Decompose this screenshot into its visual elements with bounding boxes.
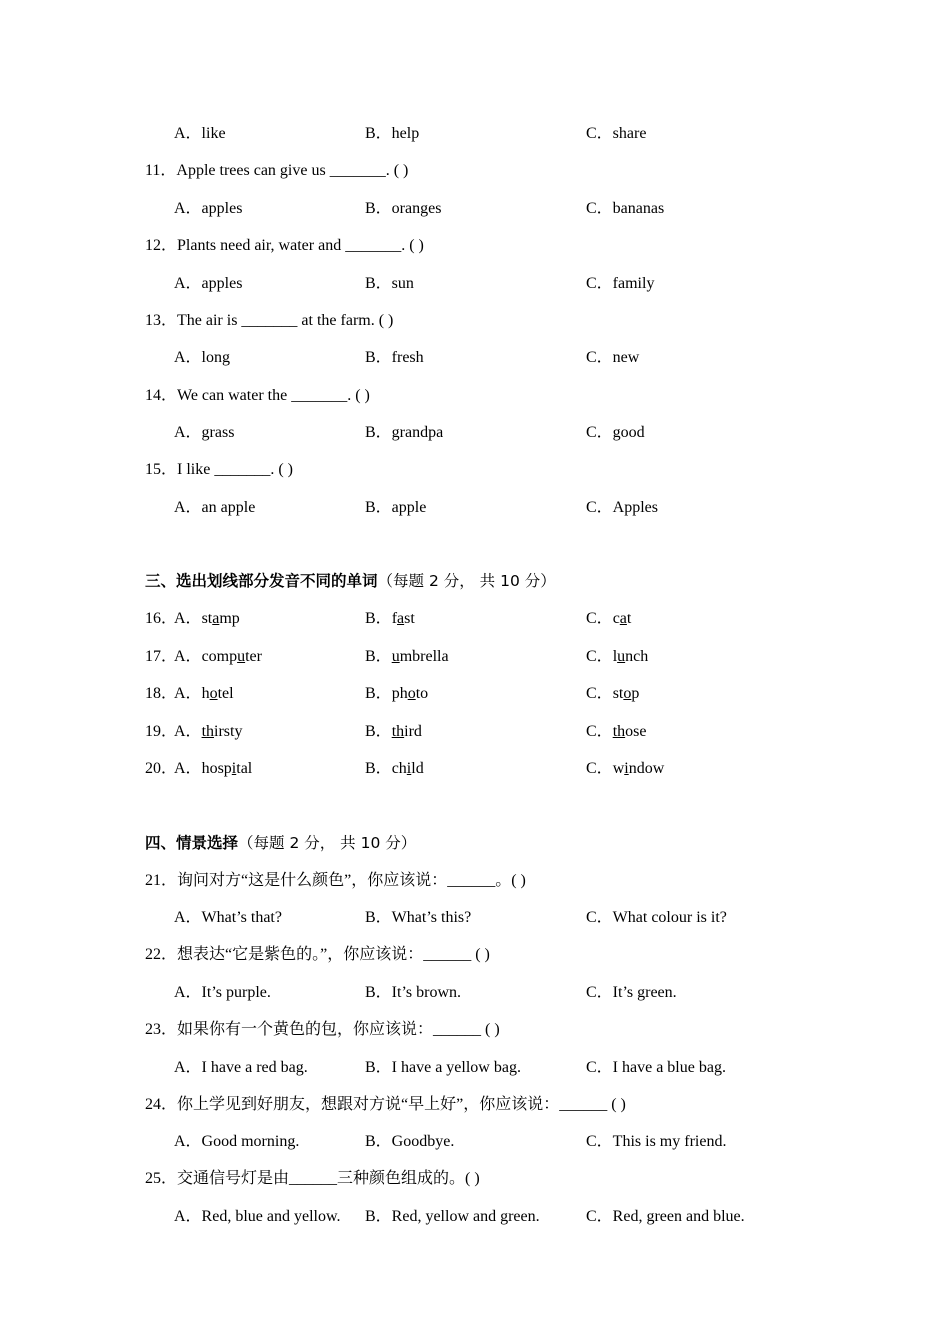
phonics-row	[0, 607, 950, 631]
q21-stem-line	[0, 869, 950, 893]
q12-options	[0, 272, 950, 296]
q22-option-b: B．It’s brown.	[365, 984, 462, 1001]
underlined-letters: o	[209, 685, 218, 702]
question-number: 16．	[145, 610, 178, 627]
q13-option-a: A．long	[174, 349, 231, 366]
section4-score: （每题 2 分， 共 10 分）	[238, 834, 417, 852]
phonics-option-c: C．lunch	[586, 648, 649, 665]
underlined-letters: u	[391, 648, 400, 665]
q13-option-b: B．fresh	[365, 349, 424, 366]
q13-options	[0, 346, 950, 370]
q11-stem-line	[0, 159, 950, 183]
phonics-row	[0, 757, 950, 781]
q14-stem-line	[0, 384, 950, 408]
phonics-option-a: A．hospital	[174, 760, 253, 777]
underlined-letters: i	[231, 760, 237, 777]
q14-option-b: B．grandpa	[365, 424, 444, 441]
phonics-row	[0, 682, 950, 706]
q11-option-a: A．apples	[174, 200, 243, 217]
q10-option-b: B．help	[365, 125, 420, 142]
phonics-option-a: A．thirsty	[174, 723, 243, 740]
q21-stem: 21．询问对方“这是什么颜色”，你应该说：______。( )	[145, 872, 526, 889]
q15-options	[0, 496, 950, 520]
question-number: 18．	[145, 685, 178, 702]
underlined-letters: u	[237, 648, 246, 665]
question-number: 19．	[145, 723, 178, 740]
q13-option-c: C．new	[586, 349, 640, 366]
q11-stem: 11．Apple trees can give us _______. ( )	[145, 162, 409, 179]
q14-stem: 14．We can water the _______. ( )	[145, 387, 370, 404]
underlined-letters: o	[623, 685, 632, 702]
q24-option-a: A．Good morning.	[174, 1133, 300, 1150]
question-number: 17．	[145, 648, 178, 665]
q10-option-a: A．like	[174, 125, 226, 142]
phonics-option-c: C．window	[586, 760, 665, 777]
underlined-letters: u	[617, 648, 626, 665]
q14-option-a: A．grass	[174, 424, 235, 441]
phonics-option-b: B．third	[365, 723, 422, 740]
underlined-letters: o	[407, 685, 416, 702]
q12-option-a: A．apples	[174, 275, 243, 292]
q22-stem: 22．想表达“它是紫色的。”，你应该说：______ ( )	[145, 946, 490, 963]
section4-title: 四、情景选择	[145, 834, 239, 852]
q23-options	[0, 1056, 950, 1080]
q24-option-b: B．Goodbye.	[365, 1133, 455, 1150]
q15-stem-line	[0, 458, 950, 482]
q25-stem-line	[0, 1167, 950, 1191]
q11-option-c: C．bananas	[586, 200, 665, 217]
phonics-option-b: B．umbrella	[365, 648, 449, 665]
q23-stem: 23．如果你有一个黄色的包，你应该说：______ ( )	[145, 1021, 500, 1038]
q25-options	[0, 1205, 950, 1229]
q23-option-a: A．I have a red bag.	[174, 1059, 308, 1076]
underlined-letters: a	[619, 610, 627, 627]
q21-option-a: A．What’s that?	[174, 909, 282, 926]
q22-options	[0, 981, 950, 1005]
phonics-option-c: C．those	[586, 723, 647, 740]
underlined-letters: a	[212, 610, 220, 627]
q22-option-a: A．It’s purple.	[174, 984, 271, 1001]
phonics-row	[0, 645, 950, 669]
q15-option-a: A．an apple	[174, 499, 256, 516]
phonics-option-b: B．photo	[365, 685, 429, 702]
section3-title: 三、选出划线部分发音不同的单词	[145, 572, 378, 590]
q12-stem: 12．Plants need air, water and _______. ( )	[145, 237, 424, 254]
section3-heading	[0, 569, 950, 593]
q15-option-b: B．apple	[365, 499, 427, 516]
q13-stem: 13．The air is _______ at the farm. ( )	[145, 312, 394, 329]
q21-options	[0, 906, 950, 930]
q12-option-b: B．sun	[365, 275, 414, 292]
q10-option-c: C．share	[586, 125, 647, 142]
q14-options	[0, 421, 950, 445]
q25-option-c: C．Red, green and blue.	[586, 1208, 745, 1225]
q21-option-b: B．What’s this?	[365, 909, 472, 926]
q23-option-b: B．I have a yellow bag.	[365, 1059, 521, 1076]
q24-stem-line	[0, 1093, 950, 1117]
section3-score: （每题 2 分， 共 10 分）	[377, 572, 556, 590]
phonics-option-a: A．hotel	[174, 685, 234, 702]
phonics-row	[0, 720, 950, 744]
section4-title-wrap	[145, 831, 416, 855]
q23-option-c: C．I have a blue bag.	[586, 1059, 726, 1076]
phonics-option-c: C．cat	[586, 610, 632, 627]
q23-stem-line	[0, 1018, 950, 1042]
underlined-letters: i	[406, 760, 412, 777]
q12-option-c: C．family	[586, 275, 655, 292]
phonics-option-b: B．child	[365, 760, 424, 777]
underlined-letters: a	[397, 610, 405, 627]
underlined-letters: th	[201, 723, 215, 740]
q22-stem-line	[0, 943, 950, 967]
phonics-option-c: C．stop	[586, 685, 640, 702]
q15-stem: 15．I like _______. ( )	[145, 461, 293, 478]
underlined-letters: th	[391, 723, 405, 740]
q25-option-a: A．Red, blue and yellow.	[174, 1208, 341, 1225]
section3-title-wrap	[145, 569, 556, 593]
q21-option-c: C．What colour is it?	[586, 909, 727, 926]
phonics-option-a: A．stamp	[174, 610, 240, 627]
underlined-letters: th	[612, 723, 626, 740]
q14-option-c: C．good	[586, 424, 645, 441]
q11-options	[0, 197, 950, 221]
q25-stem: 25．交通信号灯是由______三种颜色组成的。( )	[145, 1170, 480, 1187]
q24-stem: 24．你上学见到好朋友，想跟对方说“早上好”，你应该说：______ ( )	[145, 1096, 626, 1113]
q15-option-c: C．Apples	[586, 499, 659, 516]
section4-heading	[0, 831, 950, 855]
q24-option-c: C．This is my friend.	[586, 1133, 727, 1150]
q13-stem-line	[0, 309, 950, 333]
q24-options	[0, 1130, 950, 1154]
q11-option-b: B．oranges	[365, 200, 442, 217]
q22-option-c: C．It’s green.	[586, 984, 677, 1001]
q12-stem-line	[0, 234, 950, 258]
underlined-letters: i	[624, 760, 629, 777]
phonics-option-b: B．fast	[365, 610, 415, 627]
phonics-option-a: A．computer	[174, 648, 262, 665]
question-number: 20．	[145, 760, 178, 777]
q10-options	[0, 122, 950, 146]
q25-option-b: B．Red, yellow and green.	[365, 1208, 540, 1225]
